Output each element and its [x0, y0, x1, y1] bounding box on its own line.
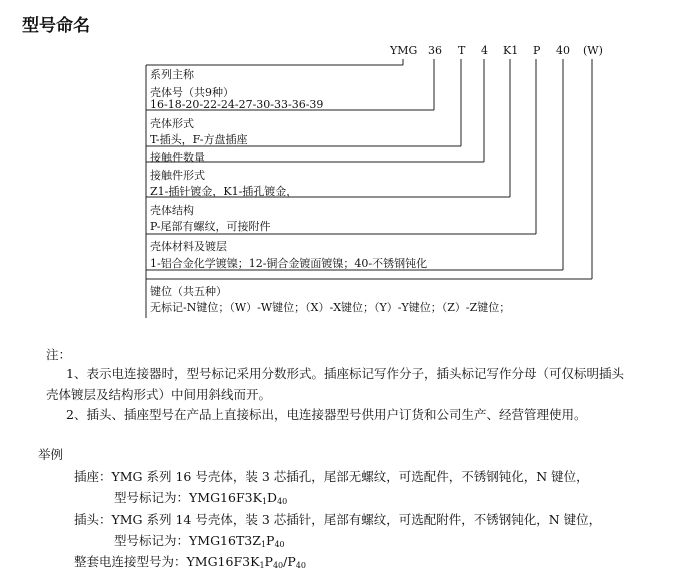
plug-mark-sub2: 40	[274, 540, 285, 549]
code-part-key: (W)	[583, 44, 603, 57]
field-material-values: 1-铝合金化学镀镍；12-铜合金镀面镀镍；40-不锈钢钝化	[150, 257, 428, 270]
field-structure-values: P-尾部有螺纹，可接附件	[150, 220, 271, 233]
example-plug-mark	[114, 531, 285, 549]
set-mark-e: /P	[283, 554, 296, 569]
code-part-shell-size: 36	[428, 44, 442, 57]
set-mark-sub1: 1	[259, 561, 265, 570]
socket-mark-c: D	[267, 490, 278, 505]
plug-mark-a: YMG16T3Z	[189, 533, 261, 548]
set-mark-a: YMG16F3K	[186, 554, 260, 569]
plug-mark-label: 型号标记为：	[114, 533, 190, 548]
field-shell-size-label: 壳体号（共9种）	[150, 86, 234, 99]
field-structure-label: 壳体结构	[150, 204, 194, 217]
plug-mark-sub1: 1	[260, 540, 267, 549]
code-part-series: YMG	[390, 44, 418, 57]
page-title: 型号命名	[22, 16, 90, 36]
field-series-label: 系列主称	[150, 68, 194, 81]
field-shell-size-values: 16-18-20-22-24-27-30-33-36-39	[150, 98, 324, 111]
note-1-line-1: 1、表示电连接器时，型号标记采用分数形式。插座标记写作分子，插头标记写作分母（可仅标明插头	[66, 366, 624, 381]
code-part-structure: P	[533, 44, 541, 57]
example-socket-desc: 插座：YMG 系列 16 号壳体，装 3 芯插孔，尾部无螺纹，可选配件，不锈钢钝化，N 键位，	[74, 469, 589, 484]
set-mark-c: P	[264, 554, 273, 569]
socket-mark-label: 型号标记为：	[114, 490, 190, 505]
set-mark-label: 整套电连接型号为：	[74, 554, 187, 569]
example-heading: 举例	[38, 447, 64, 462]
field-key-values: 无标记-N键位；（W）-W键位；（X）-X键位；（Y）-Y键位；（Z）-Z键位；	[150, 301, 511, 314]
field-contact-type-label: 接触件形式	[150, 169, 205, 182]
field-key-label: 键位（共五种）	[150, 285, 227, 298]
field-contact-type-values: Z1-插针镀金，K1-插孔镀金，	[150, 185, 298, 198]
socket-mark-sub1: 1	[261, 497, 268, 506]
field-shell-type-values: T-插头，F-方盘插座	[150, 133, 248, 146]
example-plug-desc: 插头：YMG 系列 14 号壳体，装 3 芯插针，尾部有螺纹，可选配附件，不锈钢钝化，N 键位，	[74, 512, 602, 527]
code-part-contact-count: 4	[481, 44, 488, 57]
socket-mark-sub2: 40	[277, 497, 288, 506]
note-2: 2、插头、插座型号在产品上直接标出，电连接器型号供用户订货和公司生产、经营管理使用。	[66, 407, 587, 422]
code-part-shell-type: T	[458, 44, 466, 57]
code-part-material: 40	[556, 44, 570, 57]
code-part-contact-type: K1	[503, 44, 519, 57]
note-1-line-2: 壳体镀层及结构形式）中间用斜线而开。	[46, 387, 272, 402]
plug-mark-c: P	[266, 533, 275, 548]
field-contact-count-label: 接触件数量	[150, 151, 205, 164]
set-mark-sub2: 40	[272, 561, 284, 570]
field-material-label: 壳体材料及镀层	[150, 240, 227, 253]
example-socket-mark	[114, 488, 287, 506]
set-mark-sub3: 40	[295, 561, 306, 570]
notes-heading: 注：	[46, 347, 72, 362]
socket-mark-a: YMG16F3K	[189, 490, 262, 505]
field-shell-type-label: 壳体形式	[150, 117, 194, 130]
example-set-mark	[74, 552, 306, 570]
